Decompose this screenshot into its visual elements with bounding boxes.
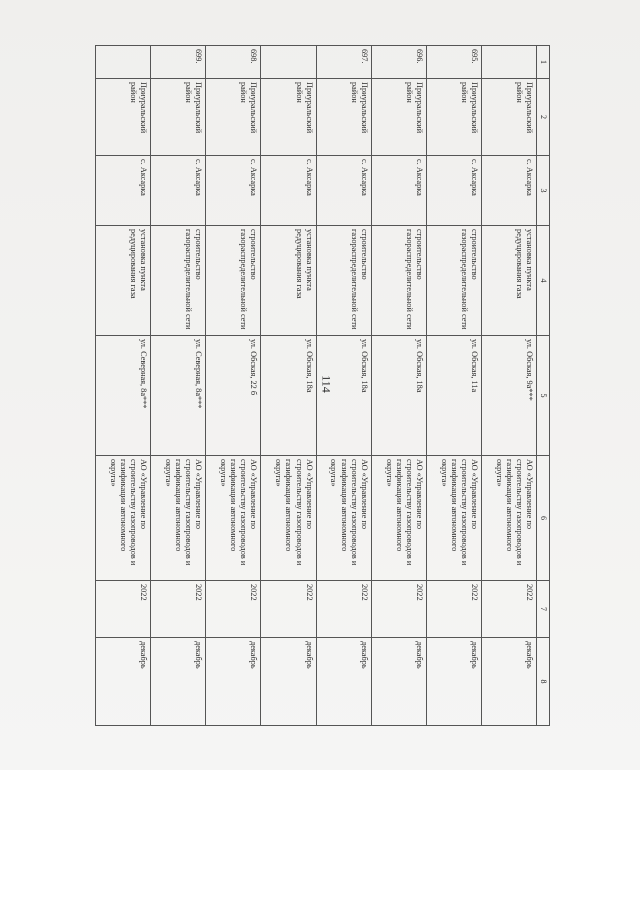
row-number: 696.	[371, 46, 426, 79]
table-row	[96, 46, 151, 726]
organization-cell: АО «Управление по строительству газопроводов и газификации автономного округа»	[316, 456, 371, 581]
work-cell: строительство газораспределительной сети	[426, 226, 481, 336]
organization-cell: АО «Управление по строительству газопроводов и газификации автономного округа»	[151, 456, 206, 581]
row-number: 699.	[151, 46, 206, 79]
address-cell: ул. Обская, 22 б	[206, 336, 261, 456]
district-cell: Приуральский район	[206, 79, 261, 156]
district-cell: Приуральский район	[261, 79, 316, 156]
gasification-table	[95, 45, 550, 726]
settlement-cell: с. Аксарка	[96, 156, 151, 226]
year-cell: 2022	[426, 581, 481, 638]
column-number: 6	[537, 456, 550, 581]
column-number: 8	[537, 638, 550, 726]
organization-cell: АО «Управление по строительству газопроводов и газификации автономного округа»	[482, 456, 537, 581]
settlement-cell: с. Аксарка	[371, 156, 426, 226]
row-number	[261, 46, 316, 79]
year-cell: 2022	[151, 581, 206, 638]
settlement-cell: с. Аксарка	[426, 156, 481, 226]
work-cell: строительство газораспределительной сети	[206, 226, 261, 336]
organization-cell: АО «Управление по строительству газопроводов и газификации автономного округа»	[426, 456, 481, 581]
district-cell: Приуральский район	[482, 79, 537, 156]
address-cell: ул. Обская, 18а	[371, 336, 426, 456]
settlement-cell: с. Аксарка	[316, 156, 371, 226]
month-cell: декабрь	[426, 638, 481, 726]
organization-cell: АО «Управление по строительству газопроводов и газификации автономного округа»	[206, 456, 261, 581]
month-cell: декабрь	[206, 638, 261, 726]
page-bottom-margin	[0, 770, 640, 905]
column-number: 4	[537, 226, 550, 336]
address-cell: ул. Обская, 18а	[316, 336, 371, 456]
table-row	[151, 46, 206, 726]
organization-cell: АО «Управление по строительству газопроводов и газификации автономного округа»	[261, 456, 316, 581]
settlement-cell: с. Аксарка	[151, 156, 206, 226]
table-row	[316, 46, 371, 726]
work-cell: установка пункта редуцирования газа	[482, 226, 537, 336]
year-cell: 2022	[482, 581, 537, 638]
column-number: 7	[537, 581, 550, 638]
district-cell: Приуральский район	[151, 79, 206, 156]
table-row	[206, 46, 261, 726]
address-cell: ул. Обская, 9а***	[482, 336, 537, 456]
work-cell: строительство газораспределительной сети	[371, 226, 426, 336]
month-cell: декабрь	[482, 638, 537, 726]
district-cell: Приуральский район	[426, 79, 481, 156]
settlement-cell: с. Аксарка	[482, 156, 537, 226]
address-cell: ул. Обская, 18а	[261, 336, 316, 456]
district-cell: Приуральский район	[96, 79, 151, 156]
row-number: 695.	[426, 46, 481, 79]
column-number: 2	[537, 79, 550, 156]
table-container	[95, 45, 550, 725]
year-cell: 2022	[206, 581, 261, 638]
year-cell: 2022	[316, 581, 371, 638]
table-row	[426, 46, 481, 726]
organization-cell: АО «Управление по строительству газопроводов и газификации автономного округа»	[371, 456, 426, 581]
page-number: 114	[319, 375, 334, 393]
year-cell: 2022	[371, 581, 426, 638]
work-cell: строительство газораспределительной сети	[151, 226, 206, 336]
work-cell: строительство газораспределительной сети	[316, 226, 371, 336]
row-number: 698.	[206, 46, 261, 79]
district-cell: Приуральский район	[371, 79, 426, 156]
year-cell: 2022	[96, 581, 151, 638]
month-cell: декабрь	[371, 638, 426, 726]
column-number-header-row	[537, 46, 550, 726]
district-cell: Приуральский район	[316, 79, 371, 156]
month-cell: декабрь	[261, 638, 316, 726]
settlement-cell: с. Аксарка	[206, 156, 261, 226]
row-number	[482, 46, 537, 79]
table-row	[261, 46, 316, 726]
month-cell: декабрь	[151, 638, 206, 726]
work-cell: установка пункта редуцирования газа	[261, 226, 316, 336]
address-cell: ул. Обская, 11а	[426, 336, 481, 456]
settlement-cell: с. Аксарка	[261, 156, 316, 226]
column-number: 3	[537, 156, 550, 226]
column-number: 5	[537, 336, 550, 456]
table-row	[482, 46, 537, 726]
address-cell: ул. Северная, 8а***	[96, 336, 151, 456]
organization-cell: АО «Управление по строительству газопроводов и газификации автономного округа»	[96, 456, 151, 581]
year-cell: 2022	[261, 581, 316, 638]
row-number: 697.	[316, 46, 371, 79]
work-cell: установка пункта редуцирования газа	[96, 226, 151, 336]
row-number	[96, 46, 151, 79]
table-row	[371, 46, 426, 726]
column-number: 1	[537, 46, 550, 79]
month-cell: декабрь	[316, 638, 371, 726]
address-cell: ул. Северная, 8а***	[151, 336, 206, 456]
month-cell: декабрь	[96, 638, 151, 726]
